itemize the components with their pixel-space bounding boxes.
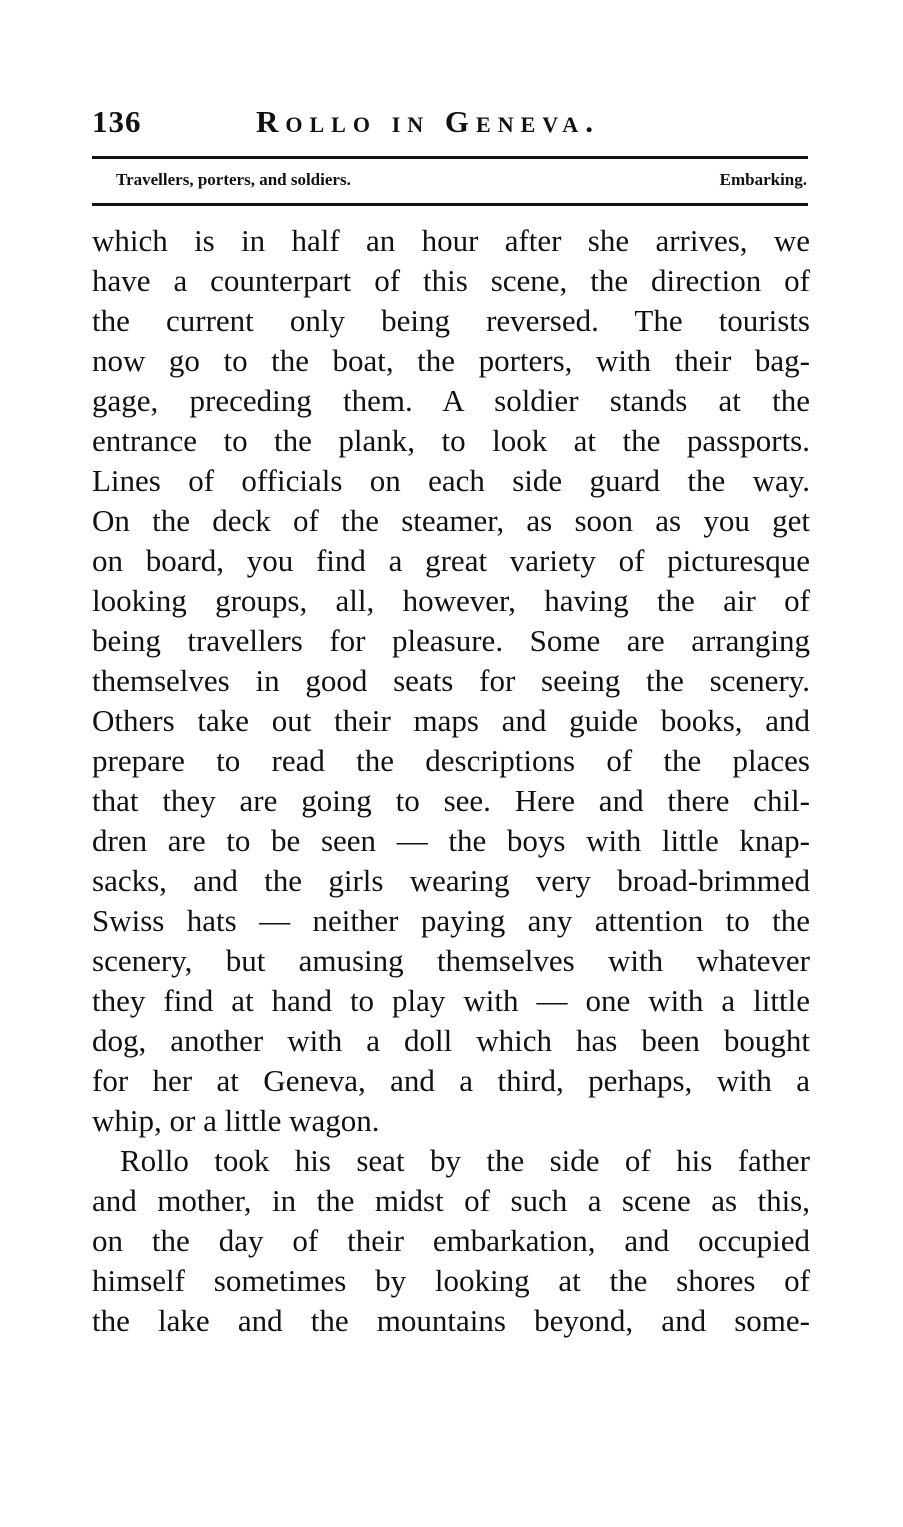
text-line: sacks, and the girls wearing very broad-brimmed: [92, 863, 810, 898]
text-line: the current only being reversed. The tourists: [92, 303, 810, 338]
text-line: Others take out their maps and guide books, and: [92, 703, 810, 738]
text-line: now go to the boat, the porters, with their bag-: [92, 343, 810, 378]
header-rule-top: [92, 156, 808, 159]
text-line: looking groups, all, however, having the air of: [92, 583, 810, 618]
text-line: themselves in good seats for seeing the scenery.: [92, 663, 810, 698]
text-line: himself sometimes by looking at the shores of: [92, 1263, 810, 1298]
text-line: prepare to read the descriptions of the places: [92, 743, 810, 778]
text-line: and mother, in the midst of such a scene as this,: [92, 1183, 810, 1218]
text-line: Lines of officials on each side guard the way.: [92, 463, 810, 498]
subheader-left: Travellers, porters, and soldiers.: [116, 170, 351, 189]
text-line: dren are to be seen — the boys with little knap-: [92, 823, 810, 858]
header-rule-bottom: [92, 203, 808, 206]
text-line: On the deck of the steamer, as soon as you get: [92, 503, 810, 538]
text-line: on board, you find a great variety of picturesque: [92, 543, 810, 578]
running-title: Rollo in Geneva.: [256, 104, 600, 139]
text-line: that they are going to see. Here and there chil-: [92, 783, 810, 818]
text-line: Rollo took his seat by the side of his father: [120, 1143, 810, 1178]
subheader-right: Embarking.: [719, 170, 807, 189]
text-line: being travellers for pleasure. Some are arranging: [92, 623, 810, 658]
text-line: have a counterpart of this scene, the direction of: [92, 263, 810, 298]
text-line: which is in half an hour after she arrives, we: [92, 223, 810, 258]
text-line: whip, or a little wagon.: [92, 1103, 380, 1138]
text-line: entrance to the plank, to look at the passports.: [92, 423, 810, 458]
text-line: the lake and the mountains beyond, and some-: [92, 1303, 810, 1338]
text-line: dog, another with a doll which has been bought: [92, 1023, 810, 1058]
text-line: gage, preceding them. A soldier stands at the: [92, 383, 810, 418]
text-line: scenery, but amusing themselves with whatever: [92, 943, 810, 978]
text-line: Swiss hats — neither paying any attention to the: [92, 903, 810, 938]
page-number: 136: [92, 104, 142, 139]
text-line: for her at Geneva, and a third, perhaps, with a: [92, 1063, 810, 1098]
text-line: they find at hand to play with — one with a little: [92, 983, 810, 1018]
text-line: on the day of their embarkation, and occupied: [92, 1223, 810, 1258]
